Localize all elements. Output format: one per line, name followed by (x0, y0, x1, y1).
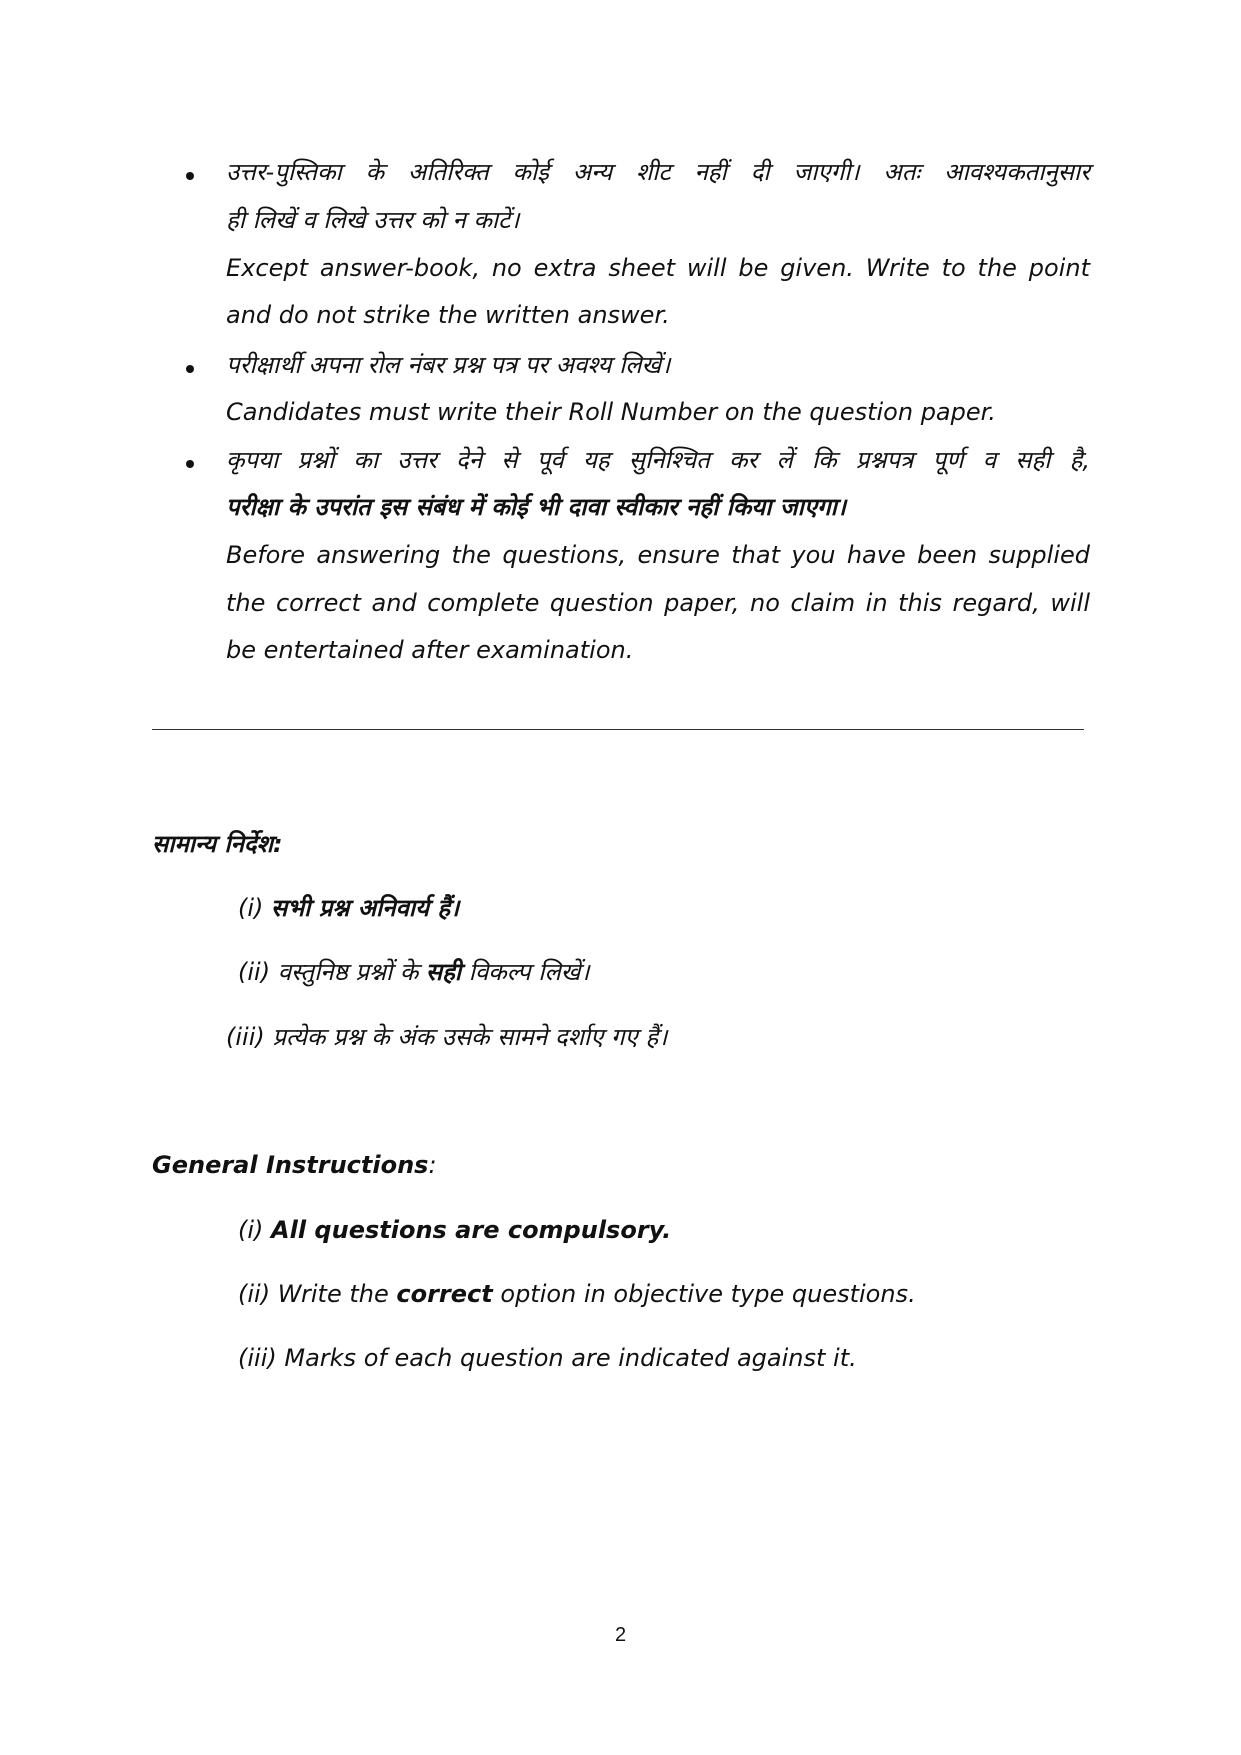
bullet-icon (186, 460, 194, 468)
item-bold-text: सभी प्रश्न अनिवार्य हैं। (271, 894, 460, 922)
hindi-instructions-heading: सामान्य निर्देश: (152, 830, 283, 858)
item-text: वस्तुनिष्ठ प्रश्नों के (277, 958, 426, 986)
item-text: विकल्प लिखें। (461, 958, 590, 986)
page-number: 2 (614, 1624, 627, 1646)
general-instruction-item (238, 1342, 857, 1374)
heading-colon: : (428, 1151, 437, 1179)
note-english-line: Except answer-book, no extra sheet will be given. Write to the point (226, 254, 1090, 282)
general-instruction-item (238, 1278, 916, 1310)
note-hindi-line: ही लिखें व लिखे उत्तर को न काटें। (226, 206, 520, 234)
hindi-instruction-item (238, 892, 459, 924)
item-bold-text: correct (396, 1280, 493, 1308)
item-number: (ii) (238, 958, 271, 986)
item-number: (ii) (238, 1280, 271, 1308)
item-text: Write the (277, 1280, 397, 1308)
item-bold-text: All questions are compulsory. (271, 1216, 672, 1244)
note-english-line: Candidates must write their Roll Number on the question paper. (226, 398, 996, 426)
item-number: (i) (238, 894, 264, 922)
note-hindi-line: परीक्षार्थी अपना रोल नंबर प्रश्न पत्र पर अवश्य लिखें। (226, 351, 671, 379)
note-english-line: the correct and complete question paper, no claim in this regard, will (226, 589, 1090, 617)
hindi-instruction-item (238, 956, 590, 988)
general-instruction-item (238, 1214, 671, 1246)
item-text: Marks of each question are indicated against it. (284, 1344, 857, 1372)
note-hindi-line: कृपया प्रश्नों का उत्तर देने से पूर्व यह सुनिश्चित कर लें कि प्रश्नपत्र पूर्ण व सही है, (226, 446, 1090, 474)
general-instructions-heading (152, 1149, 437, 1181)
bullet-icon (186, 172, 194, 180)
hindi-instruction-item (226, 1021, 667, 1053)
item-bold-text: सही (425, 958, 462, 986)
note-english-line: Before answering the questions, ensure that you have been supplied (226, 541, 1090, 569)
item-number: (iii) (226, 1023, 265, 1051)
note-hindi-bold-line: परीक्षा के उपरांत इस संबंध में कोई भी दावा स्वीकार नहीं किया जाएगा। (226, 493, 846, 521)
item-number: (iii) (238, 1344, 277, 1372)
item-text: option in objective type questions. (492, 1280, 916, 1308)
bullet-icon (186, 365, 194, 373)
horizontal-divider (152, 729, 1084, 730)
heading-text: General Instructions (152, 1151, 429, 1179)
note-english-line: and do not strike the written answer. (226, 301, 670, 329)
item-number: (i) (238, 1216, 264, 1244)
note-english-line: be entertained after examination. (226, 636, 634, 664)
item-text: प्रत्येक प्रश्न के अंक उसके सामने दर्शाए गए हैं। (272, 1023, 668, 1051)
note-hindi-line: उत्तर-पुस्तिका के अतिरिक्त कोई अन्य शीट नहीं दी जाएगी। अतः आवश्यकतानुसार (226, 158, 1090, 186)
